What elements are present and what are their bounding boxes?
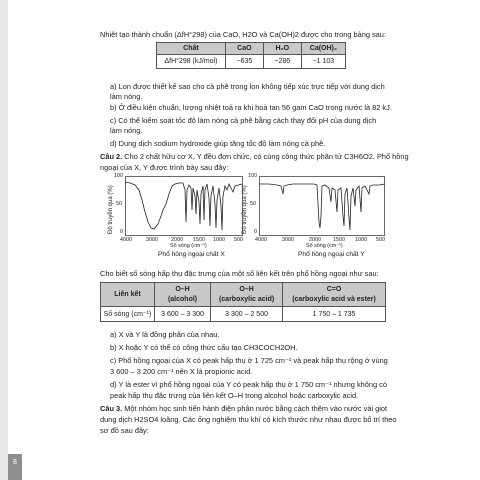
spectrum-y-ytick-100: 100 bbox=[248, 173, 257, 179]
spectrum-x-xtick-2000: 2000 bbox=[171, 237, 183, 243]
spectrum-y-xtick-1500: 1500 bbox=[333, 237, 345, 243]
q3-line3: sơ đồ sau đây: bbox=[100, 426, 149, 435]
spectrum-y-xtick-2000: 2000 bbox=[309, 237, 321, 243]
page-number: 8 bbox=[8, 454, 22, 480]
spectrum-y-ylabel: Độ truyền qua (%) bbox=[242, 185, 248, 234]
spectrum-y-plot bbox=[259, 176, 385, 236]
spectrum-y-ytick-50: 50 bbox=[250, 201, 256, 207]
spectrum-y-xlabel: Số sóng (cm⁻¹) bbox=[306, 243, 343, 249]
q3-text1: Một nhóm học sinh tiến hành điện phân nước bằng cách thêm vào nước vài giọt bbox=[124, 404, 388, 413]
q2-line2: ngoại của X, Y được trình bày sau đây: bbox=[100, 163, 229, 172]
spectrum-x-xtick-1000: 1000 bbox=[213, 237, 225, 243]
spectrum-y-xtick-500: 500 bbox=[376, 237, 385, 243]
q2-line1 bbox=[100, 152, 409, 162]
q3-line1 bbox=[100, 404, 387, 414]
table1-header-substance: Chất bbox=[157, 43, 226, 55]
q2-statement-c1: c) Phổ hồng ngoại của X có peak hấp thụ ở 1 725 cm⁻¹ và peak hấp thụ rộng ở vùng bbox=[110, 356, 388, 365]
table2-header-oh-acid-a: O–H bbox=[239, 285, 254, 293]
spectrum-x-caption: Phổ hồng ngoại chất X bbox=[158, 251, 225, 258]
table1-value-h2o: −286 bbox=[263, 55, 301, 69]
table2-value-co: 1 750 – 1 735 bbox=[283, 307, 386, 322]
q2-title: Câu 2. bbox=[100, 152, 123, 161]
q1-statement-a1: a) Lon được thiết kế sao cho cà phê trong lon không tiếp xúc trực tiếp với dung dịch bbox=[110, 82, 385, 91]
q2-statement-c2: 3 600 – 3 200 cm⁻¹ nên X là propionic acid. bbox=[110, 367, 253, 376]
spectrum-x-plot bbox=[125, 176, 243, 236]
spectrum-x-xtick-1500: 1500 bbox=[193, 237, 205, 243]
table2-header-oh-alcohol bbox=[154, 283, 210, 307]
table1-header-cao: CaO bbox=[225, 43, 263, 55]
table2-intro: Cho biết số sóng hấp thụ đặc trưng của một số liên kết trên phổ hồng ngoại như sau: bbox=[100, 269, 379, 278]
table2-header-co-b: (carboxylic acid và ester) bbox=[292, 295, 376, 303]
table2-row-label: Số sóng (cm⁻¹) bbox=[101, 307, 155, 322]
q2-statement-b: b) X hoặc Y có thể có công thức cấu tạo CH3COCH2OH. bbox=[110, 343, 298, 352]
spectrum-x-xtick-500: 500 bbox=[234, 237, 243, 243]
spectrum-y-ytick-0: 0 bbox=[254, 229, 257, 235]
spectrum-x-xlabel: Số sóng (cm⁻¹) bbox=[170, 243, 207, 249]
enthalpy-table bbox=[156, 42, 346, 69]
textbook-page bbox=[8, 0, 480, 480]
q1-statement-a2: làm nóng. bbox=[110, 92, 143, 101]
table1-row-label: ΔfH°298 (kJ/mol) bbox=[157, 55, 226, 69]
table2-value-oh-alcohol: 3 600 – 3 300 bbox=[154, 307, 210, 322]
spectrum-y-xtick-1000: 1000 bbox=[355, 237, 367, 243]
ir-absorption-table bbox=[100, 282, 386, 322]
spectrum-y-xtick-3000: 3000 bbox=[282, 237, 294, 243]
table2-header-co bbox=[283, 283, 386, 307]
intro-line: Nhiệt tạo thành chuẩn (ΔfH°298) của CaO, H2O và Ca(OH)2 được cho trong bảng sau: bbox=[100, 30, 386, 39]
table2-header-co-a: C=O bbox=[326, 285, 342, 293]
table1-header-h2o: H₂O bbox=[263, 43, 301, 55]
spectrum-x-xtick-4000: 4000 bbox=[120, 237, 132, 243]
q1-statement-c1: c) Có thể kiểm soát tốc độ làm nóng cà phê bằng cách thay đổi pH của dung dịch bbox=[110, 116, 377, 125]
table2-header-oh-acid bbox=[211, 283, 283, 307]
table2-header-bond: Liên kết bbox=[101, 283, 155, 307]
q2-statement-a: a) X và Y là đồng phân của nhau. bbox=[110, 330, 220, 339]
spectrum-x-ytick-0: 0 bbox=[120, 229, 123, 235]
table1-value-caoh2: −1 103 bbox=[301, 55, 345, 69]
spectrum-y-caption: Phổ hồng ngoại chất Y bbox=[298, 251, 365, 258]
q3-line2: dung dịch H2SO4 loãng. Các ống nghiệm thu khí có kích thước như nhau được bố trí theo bbox=[100, 415, 397, 424]
spectrum-y-xtick-4000: 4000 bbox=[255, 237, 267, 243]
spectrum-x-ytick-50: 50 bbox=[116, 201, 122, 207]
q1-statement-b: b) Ở điều kiện chuẩn, lượng nhiệt toả ra khi hoà tan 56 gam CaO trong nước là 82 kJ. bbox=[110, 103, 392, 112]
table2-value-oh-acid: 3 300 – 2 500 bbox=[211, 307, 283, 322]
table1-value-cao: −635 bbox=[225, 55, 263, 69]
spectrum-x-xtick-3000: 3000 bbox=[146, 237, 158, 243]
q2-text1: Cho 2 chất hữu cơ X, Y đều đơn chức, có cùng công thức phân tử C3H6O2. Phổ hồng bbox=[124, 152, 409, 161]
table2-header-oh-alcohol-a: O–H bbox=[175, 285, 190, 293]
q1-statement-c2: làm nóng. bbox=[110, 126, 143, 135]
table1-header-caoh2: Ca(OH)₂ bbox=[301, 43, 345, 55]
spectrum-x-ytick-100: 100 bbox=[114, 173, 123, 179]
q2-statement-d1: d) Y là ester vì phổ hồng ngoại của Y có peak hấp thụ ở 1 750 cm⁻¹ nhưng không có bbox=[110, 380, 387, 389]
q1-statement-d: d) Dung dịch sodium hydroxide giúp tăng tốc độ làm nóng cà phê. bbox=[110, 139, 326, 148]
q2-statement-d2: peak hấp thụ đặc trưng của liên kết O–H trong alcohol hoặc carboxylic acid. bbox=[110, 391, 359, 400]
q3-title: Câu 3. bbox=[100, 404, 123, 413]
spectrum-x-ylabel: Độ truyền qua (%) bbox=[108, 185, 114, 234]
table2-header-oh-alcohol-b: (alcohol) bbox=[167, 295, 198, 303]
table2-header-oh-acid-b: (carboxylic acid) bbox=[218, 295, 275, 303]
